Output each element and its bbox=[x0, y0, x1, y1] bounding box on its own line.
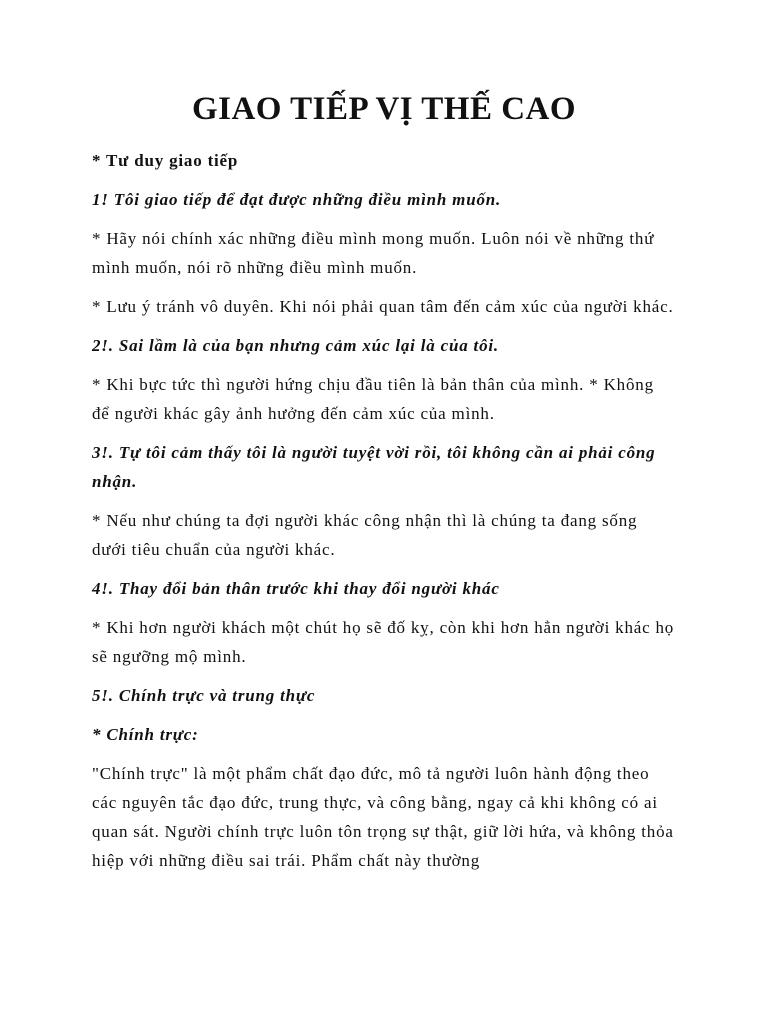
point-heading-1: 1! Tôi giao tiếp để đạt được những điều mình muốn. bbox=[92, 190, 502, 209]
point-heading-4: 4!. Thay đổi bản thân trước khi thay đổi người khác bbox=[92, 579, 500, 598]
paragraph: * Lưu ý tránh vô duyên. Khi nói phải quan tâm đến cảm xúc của người khác. bbox=[92, 297, 674, 316]
point-heading-2: 2!. Sai lầm là của bạn nhưng cảm xúc lại là của tôi. bbox=[92, 336, 499, 355]
document-body bbox=[92, 146, 676, 875]
paragraph: * Nếu như chúng ta đợi người khác công nhận thì là chúng ta đang sống dưới tiêu chuẩn của người khác. bbox=[92, 511, 638, 559]
section-heading-communication-mindset: * Tư duy giao tiếp bbox=[92, 151, 239, 170]
paragraph: * Khi bực tức thì người hứng chịu đầu tiên là bản thân của mình. * Không để người khác gây ảnh hưởng đến cảm xúc của mình. bbox=[92, 375, 654, 423]
point-heading-5: 5!. Chính trực và trung thực bbox=[92, 686, 316, 705]
paragraph: "Chính trực" là một phẩm chất đạo đức, mô tả người luôn hành động theo các nguyên tắc đạo đức, trung thực, và công bằng, ngay cả khi không có ai quan sát. Người chính trực luôn tôn trọng sự thật, giữ lời hứa, và không thỏa hiệp với những điều sai trái. Phẩm chất này thường bbox=[92, 764, 674, 870]
point-heading-3: 3!. Tự tôi cảm thấy tôi là người tuyệt vời rồi, tôi không cần ai phải công nhận. bbox=[92, 443, 656, 491]
paragraph: * Khi hơn người khách một chút họ sẽ đố kỵ, còn khi hơn hẳn người khác họ sẽ ngưỡng mộ mình. bbox=[92, 618, 675, 666]
paragraph: * Hãy nói chính xác những điều mình mong muốn. Luôn nói về những thứ mình muốn, nói rõ những điều mình muốn. bbox=[92, 229, 655, 277]
document-title: GIAO TIẾP VỊ THẾ CAO bbox=[191, 91, 577, 127]
subheading-integrity: * Chính trực: bbox=[92, 725, 199, 744]
